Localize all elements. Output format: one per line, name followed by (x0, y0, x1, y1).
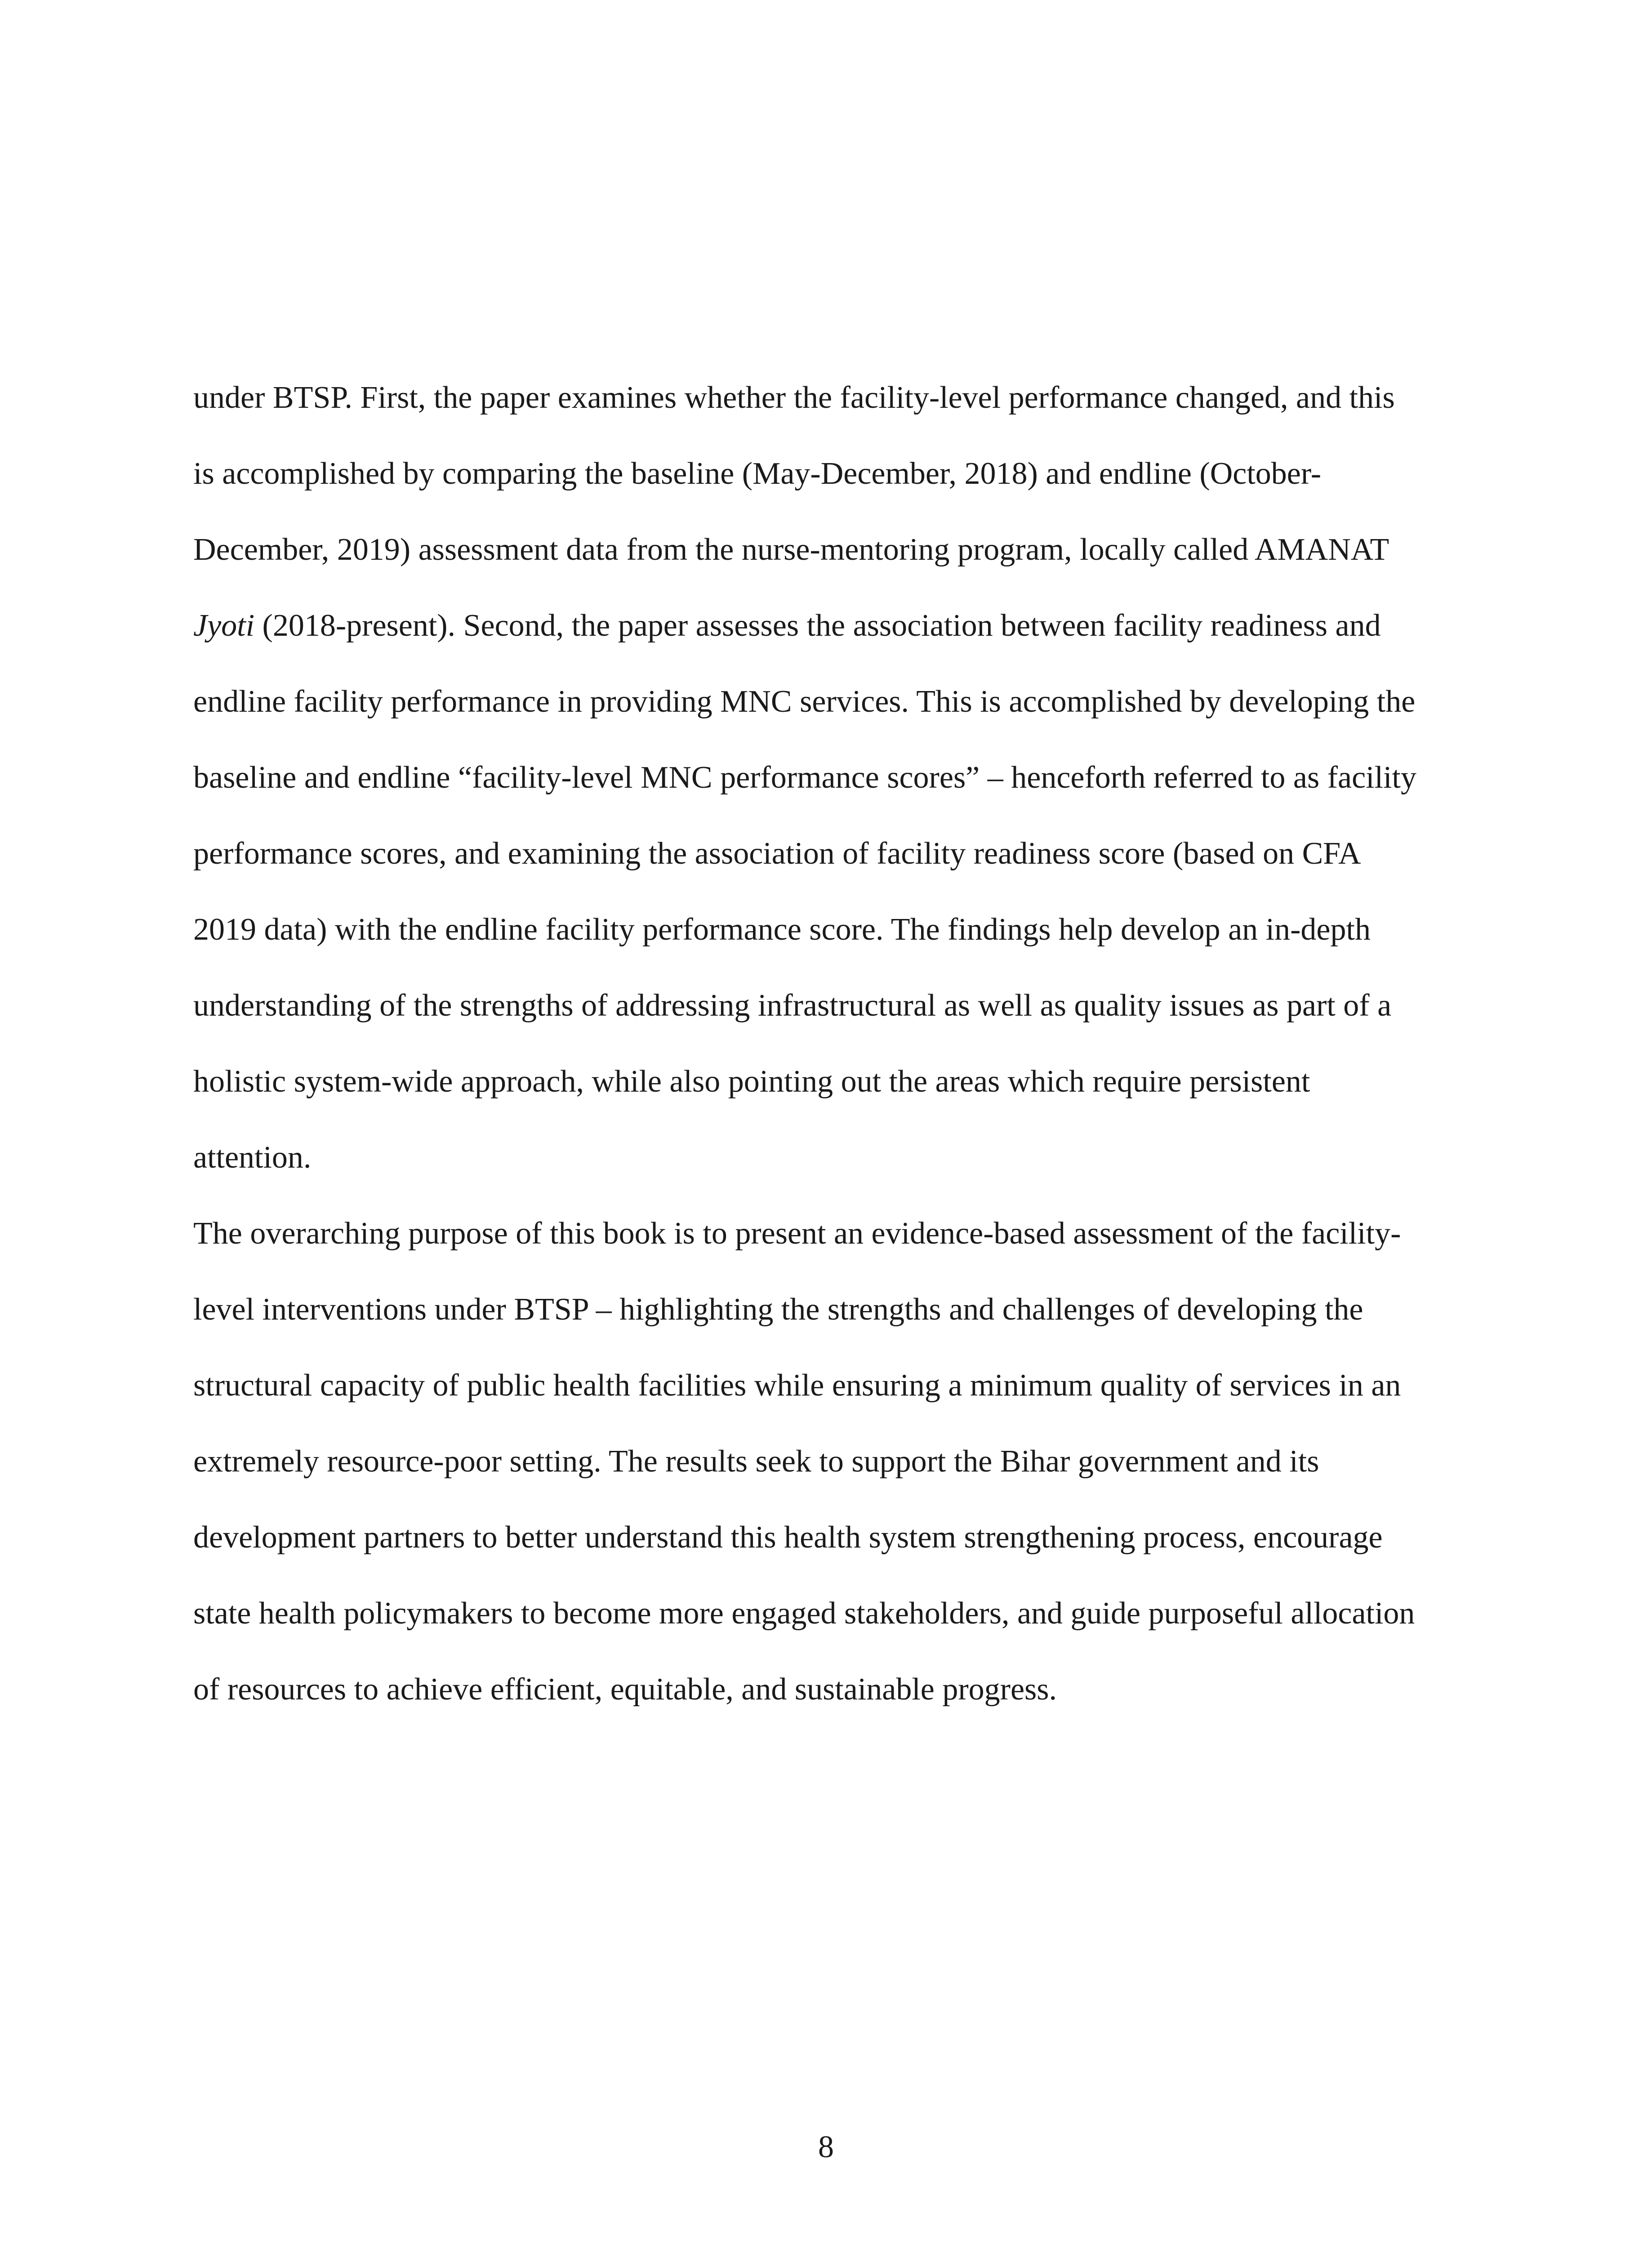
text-line: under BTSP. First, the paper examines whether the facility-level performance changed, and this (193, 380, 1395, 415)
page-number: 8 (818, 2130, 834, 2164)
text-line: endline facility performance in providing MNC services. This is accomplished by developing the (193, 684, 1416, 719)
text-line (193, 588, 1456, 664)
text-line: 2019 data) with the endline facility performance score. The findings help develop an in-depth (193, 912, 1371, 947)
text-line-rest: (2018-present). Second, the paper assesses the association between facility readiness and (254, 608, 1381, 643)
text-line: of resources to achieve efficient, equitable, and sustainable progress. (193, 1672, 1057, 1707)
text-line: understanding of the strengths of addressing infrastructural as well as quality issues as part of a (193, 988, 1392, 1023)
body-text (193, 360, 1456, 1727)
paragraph-1 (193, 360, 1456, 1195)
text-line: is accomplished by comparing the baseline (May-December, 2018) and endline (October- (193, 456, 1322, 491)
text-line: state health policymakers to become more engaged stakeholders, and guide purposeful allocation (193, 1596, 1415, 1631)
text-line: level interventions under BTSP – highlighting the strengths and challenges of developing the (193, 1292, 1363, 1327)
text-line: December, 2019) assessment data from the nurse-mentoring program, locally called AMANAT (193, 532, 1389, 567)
italic-term: Jyoti (193, 608, 255, 643)
text-line: The overarching purpose of this book is to present an evidence-based assessment of the facility- (193, 1216, 1401, 1251)
text-line: baseline and endline “facility-level MNC performance scores” – henceforth referred to as facility (193, 760, 1416, 795)
text-line: performance scores, and examining the association of facility readiness score (based on CFA (193, 836, 1361, 871)
text-line: development partners to better understand this health system strengthening process, encourage (193, 1520, 1383, 1555)
text-line: holistic system-wide approach, while also pointing out the areas which require persistent (193, 1064, 1310, 1099)
paragraph-2 (193, 1195, 1456, 1727)
text-line: extremely resource-poor setting. The results seek to support the Bihar government and its (193, 1444, 1319, 1479)
text-line: structural capacity of public health facilities while ensuring a minimum quality of services in an (193, 1368, 1401, 1403)
text-line: attention. (193, 1140, 312, 1175)
